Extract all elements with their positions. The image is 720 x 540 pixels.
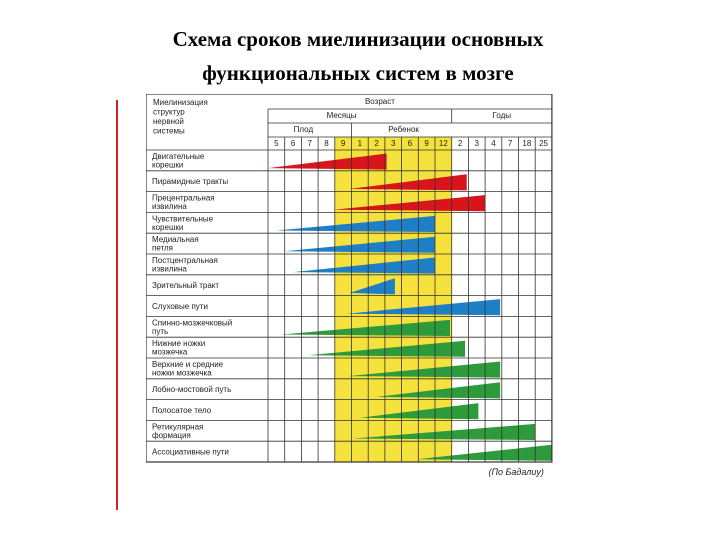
corner-label-line: нервной — [153, 117, 184, 126]
column-tick-label: 12 — [438, 139, 448, 148]
years-header: Годы — [492, 111, 512, 120]
row-label: Лобно-мостовой путь — [152, 385, 232, 395]
row-label: Слуховые пути — [152, 302, 208, 311]
column-tick-label: 1 — [357, 139, 363, 148]
column-tick-label: 3 — [391, 139, 396, 148]
corner-label-line: Миелинизация — [153, 98, 208, 107]
row-label: Ассоциативные пути — [152, 447, 229, 457]
corner-label-line: системы — [153, 126, 185, 136]
slide-title — [118, 22, 598, 90]
column-tick-label: 2 — [374, 139, 379, 148]
column-tick-label: 4 — [491, 139, 496, 148]
source-note: (По Бадалиу) — [488, 467, 544, 477]
column-tick-label: 2 — [457, 139, 463, 148]
fetus-header: Плод — [293, 125, 314, 134]
row-label: Пирамидные тракты — [152, 177, 229, 187]
row-label: Нижние ножки — [152, 339, 206, 349]
column-tick-label: 9 — [340, 139, 346, 148]
column-tick-label: 9 — [424, 139, 429, 148]
column-tick-label: 7 — [507, 139, 513, 148]
column-tick-label: 5 — [274, 139, 279, 148]
slide-accent-line — [116, 100, 118, 510]
months-header: Месяцы — [326, 111, 357, 120]
row-label: Постцентральная — [152, 256, 218, 265]
row-label: петля — [152, 243, 174, 253]
row-label: Прецентральная — [152, 193, 215, 203]
row-label: корешки — [152, 222, 184, 232]
row-label: Двигательные — [152, 152, 205, 161]
title-line-2: функциональных систем в мозге — [202, 61, 514, 85]
age-header: Возраст — [364, 97, 395, 106]
row-label: извилина — [152, 202, 187, 212]
myelination-chart — [146, 94, 566, 508]
corner-label-line: структур — [153, 107, 185, 117]
row-label: ножки мозжечка — [152, 368, 212, 378]
highlight-column — [335, 137, 352, 462]
column-tick-label: 6 — [407, 139, 413, 148]
title-line-1: Схема сроков миелинизации основных — [172, 27, 544, 51]
highlight-column — [352, 137, 369, 462]
row-label: Медиальная — [152, 235, 199, 245]
row-label: путь — [152, 326, 169, 336]
column-tick-label: 18 — [522, 139, 532, 148]
row-label: Ретикулярная — [152, 422, 204, 432]
column-tick-label: 3 — [474, 139, 479, 148]
row-label: Зрительный тракт — [152, 281, 220, 291]
row-label: Верхние и средние — [152, 360, 224, 369]
column-tick-label: 25 — [539, 139, 549, 148]
column-tick-label: 8 — [324, 139, 329, 148]
row-label: Полосатое тело — [152, 406, 212, 415]
row-label: корешки — [152, 160, 184, 170]
row-label: формация — [152, 430, 191, 440]
column-tick-label: 7 — [307, 139, 312, 148]
myelination-bar — [268, 154, 387, 170]
row-label: мозжечка — [152, 347, 188, 357]
column-tick-label: 6 — [290, 139, 296, 148]
row-label: Чувствительные — [152, 214, 214, 224]
row-label: извилина — [152, 264, 187, 274]
child-header: Ребенок — [388, 125, 419, 134]
row-label: Спинно-мозжечковый — [152, 318, 233, 328]
